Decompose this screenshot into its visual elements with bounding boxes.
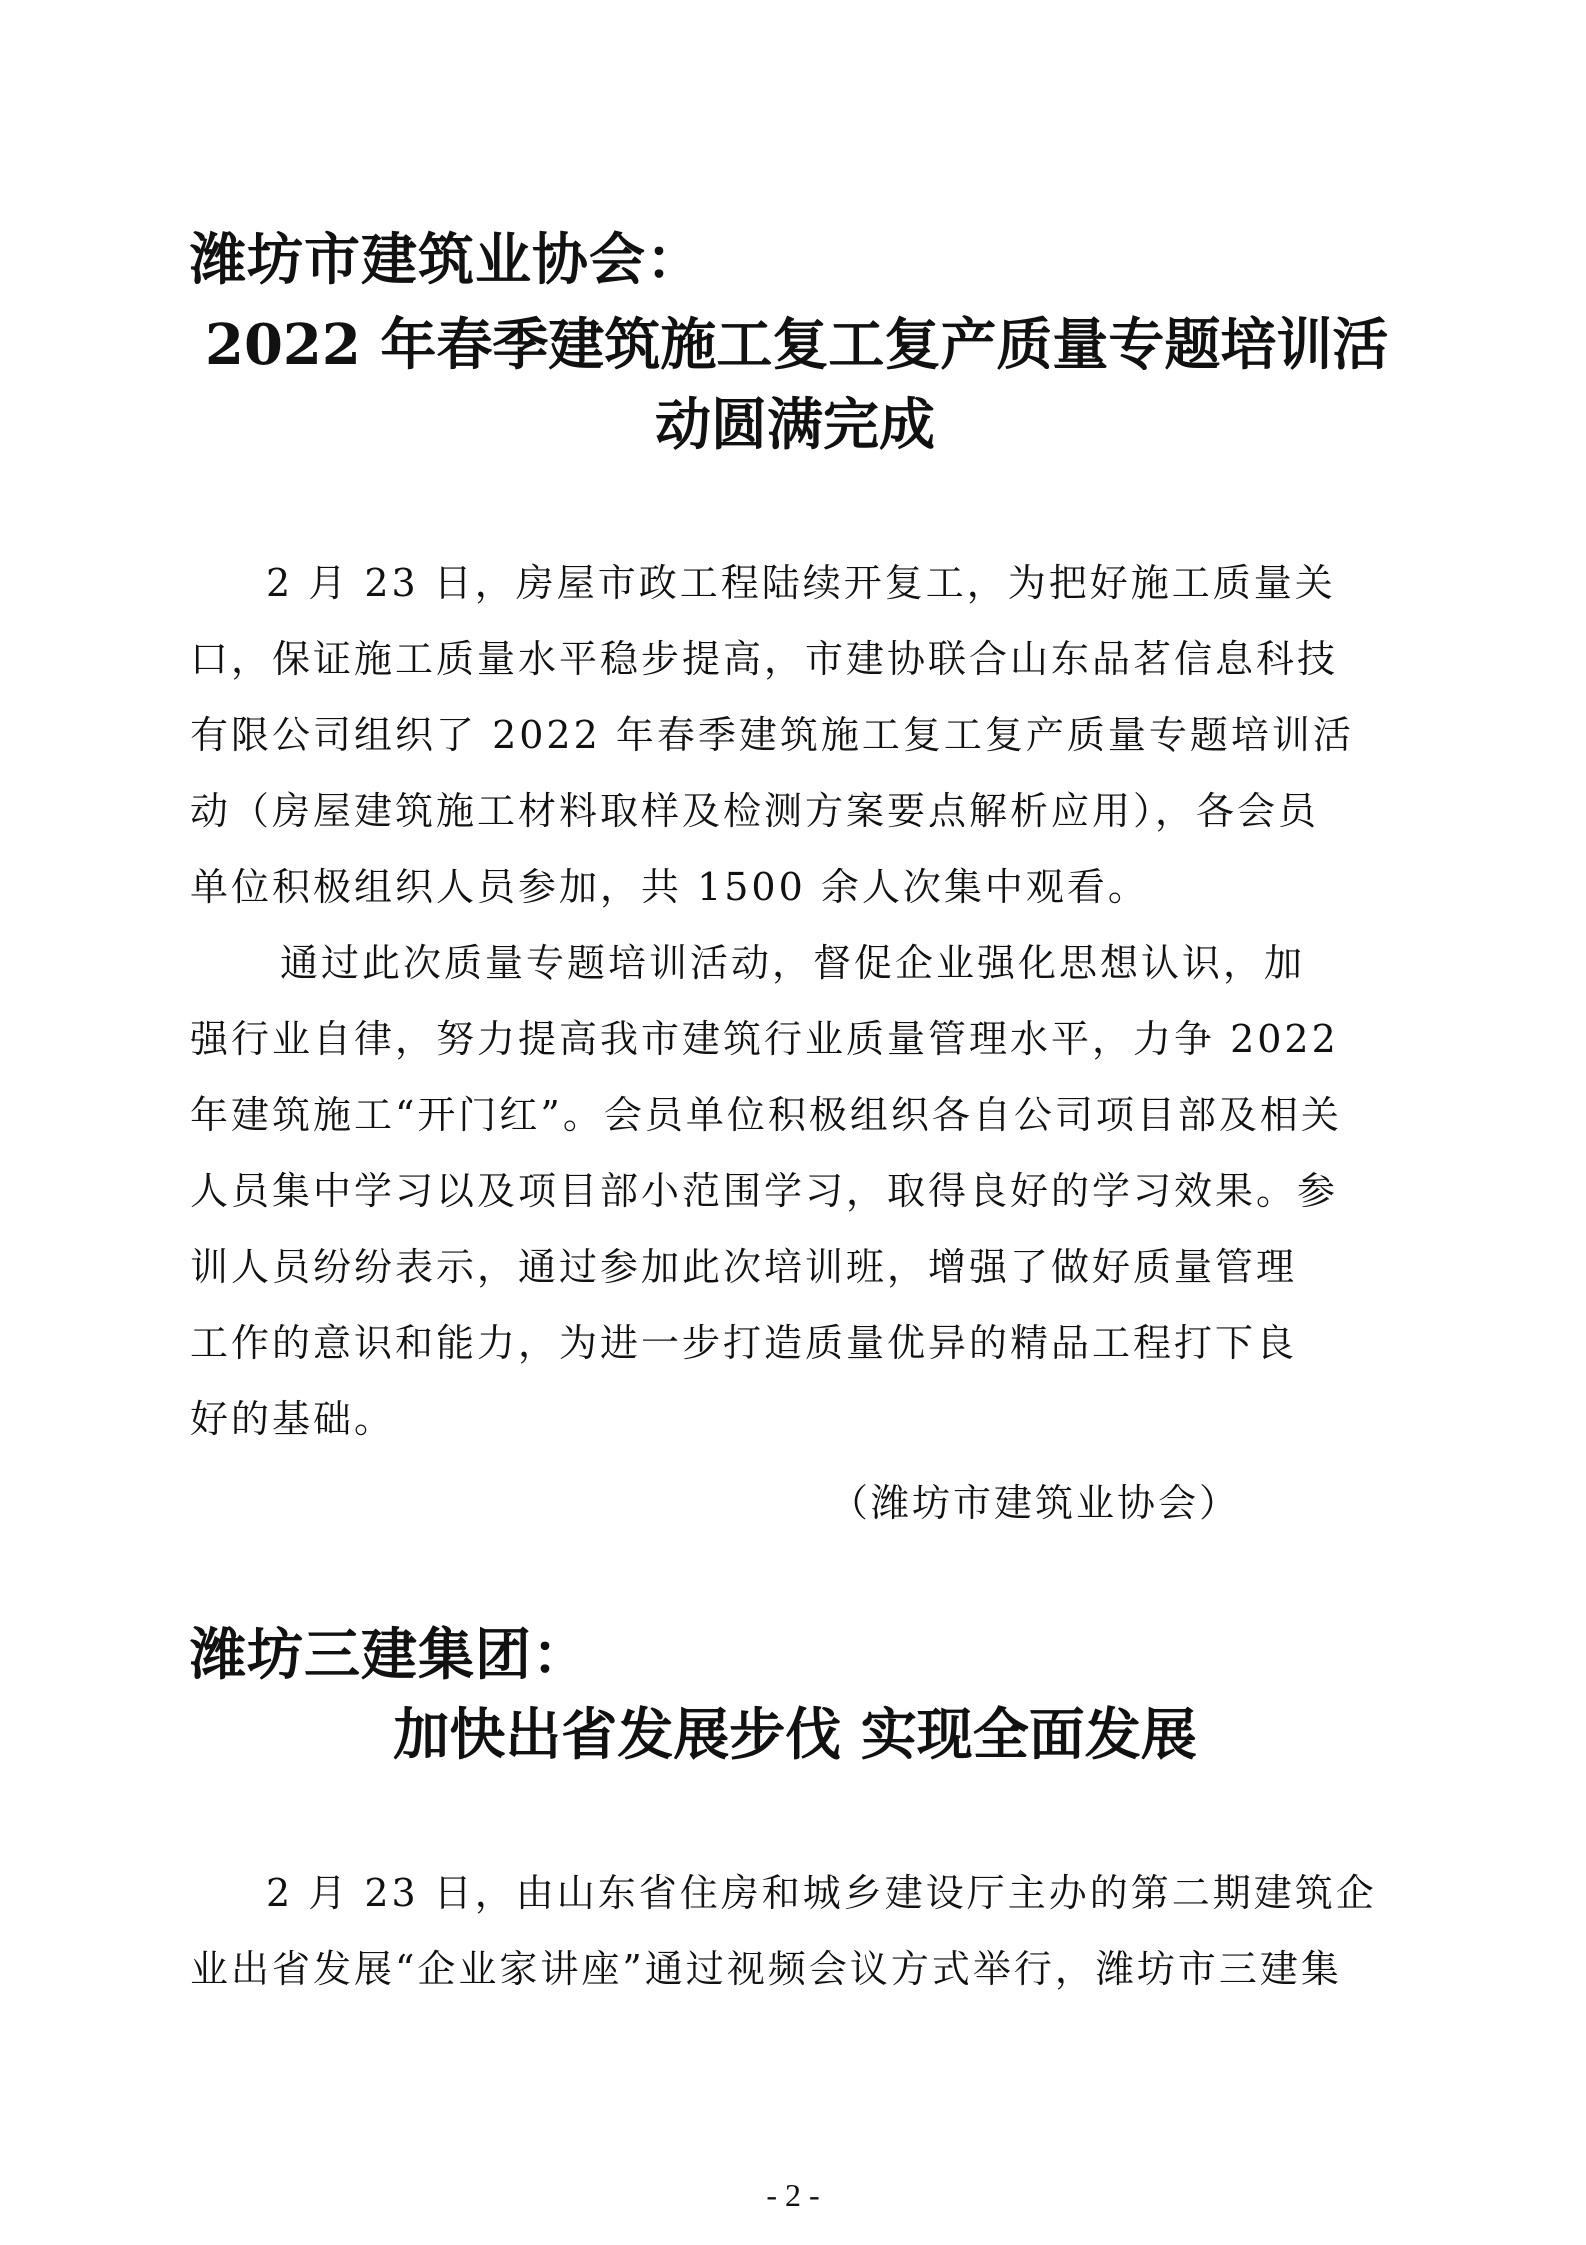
article1-p1-line: 单位积极组织人员参加，共 1500 余人次集中观看。 <box>190 865 1149 909</box>
article2-title: 加快出省发展步伐 实现全面发展 <box>393 1702 1197 1768</box>
article2-p1-line: 2 月 23 日，由山东省住房和城乡建设厅主办的第二期建筑企 <box>266 1871 1377 1915</box>
article2-paragraph1 <box>190 1855 1400 2007</box>
article1-p1-line: 有限公司组织了 2022 年春季建筑施工复工复产质量专题培训活 <box>190 713 1354 757</box>
article1-p2-line: 人员集中学习以及项目部小范围学习，取得良好的学习效果。参 <box>190 1169 1339 1213</box>
article1-org-heading: 潍坊市建筑业协会： <box>190 227 703 293</box>
article1-p2-line: 训人员纷纷表示，通过参加此次培训班，增强了做好质量管理 <box>190 1245 1298 1289</box>
article1-title-line1: 2022 年春季建筑施工复工复产质量专题培训活 <box>205 312 1389 378</box>
article1-paragraph2 <box>190 925 1400 1457</box>
article1-p2-line: 好的基础。 <box>190 1397 396 1441</box>
article2-p1-line: 业出省发展“企业家讲座”通过视频会议方式举行，潍坊市三建集 <box>190 1947 1342 1991</box>
article2-org-heading: 潍坊三建集团： <box>190 1622 589 1688</box>
article1-p1-line: 动（房屋建筑施工材料取样及检测方案要点解析应用），各会员 <box>190 789 1320 833</box>
article1-p1-line: 口，保证施工质量水平稳步提高，市建协联合山东品茗信息科技 <box>190 637 1339 681</box>
article1-p1-line: 2 月 23 日，房屋市政工程陆续开复工，为把好施工质量关 <box>266 561 1336 605</box>
page-number: - 2 - <box>766 2177 820 2213</box>
article1-title-line2: 动圆满完成 <box>655 392 935 458</box>
article1-paragraph1 <box>190 545 1400 925</box>
article1-p2-line: 强行业自律，努力提高我市建筑行业质量管理水平，力争 2022 <box>190 1017 1339 1061</box>
article1-signature: （潍坊市建筑业协会） <box>829 1481 1240 1525</box>
article1-p2-line: 年建筑施工“开门红”。会员单位积极组织各自公司项目部及相关 <box>190 1093 1342 1137</box>
article1-p2-line: 工作的意识和能力，为进一步打造质量优异的精品工程打下良 <box>190 1321 1298 1365</box>
article1-p2-line: 通过此次质量专题培训活动，督促企业强化思想认识，加 <box>280 941 1306 985</box>
